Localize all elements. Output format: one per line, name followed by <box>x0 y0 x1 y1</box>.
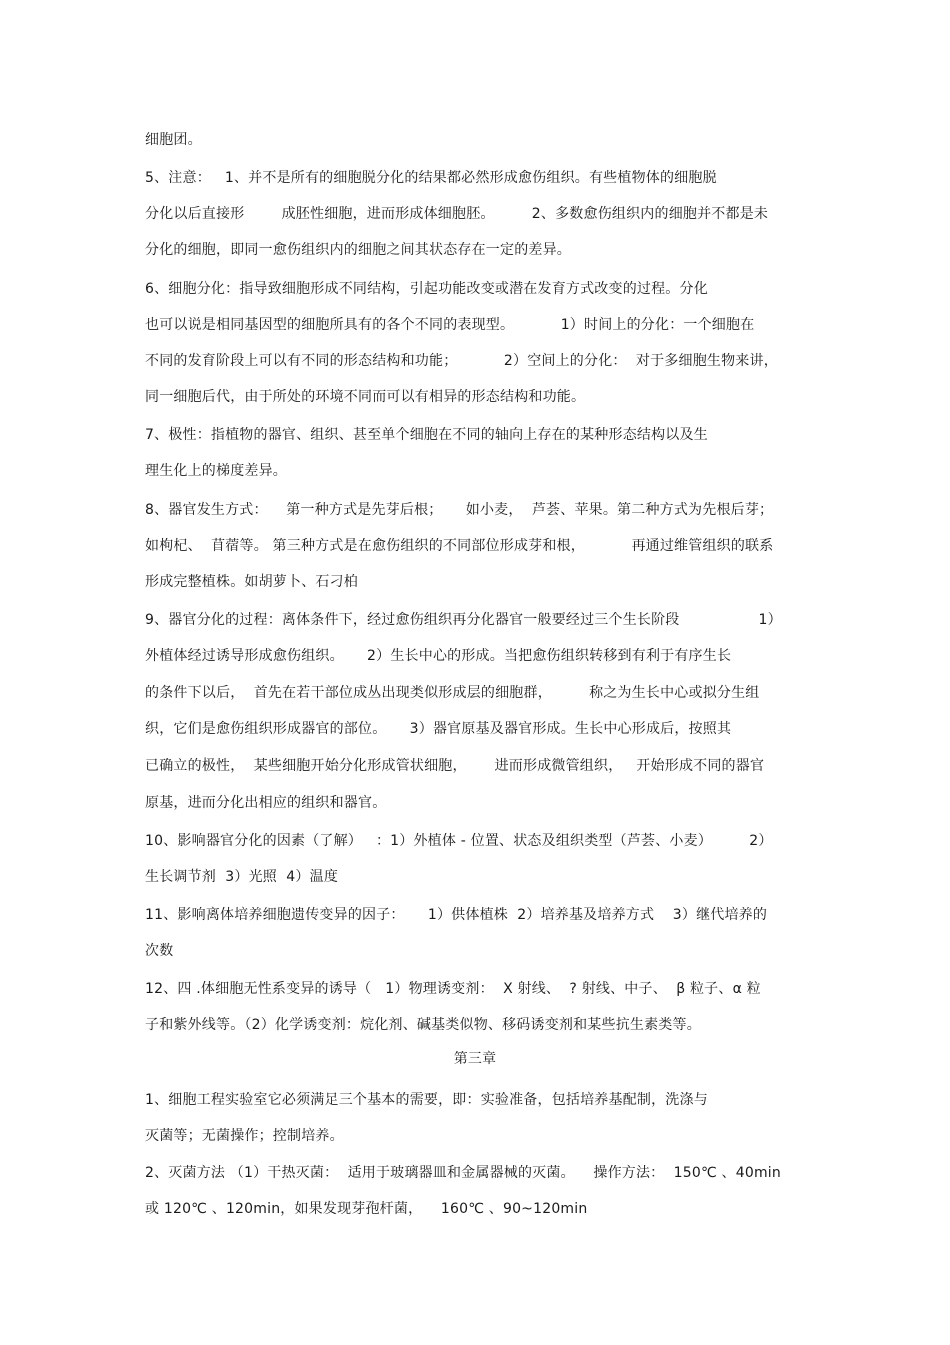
text-line: 理生化上的梯度差异。 <box>145 463 287 479</box>
text-line: 5、注意： 1、并不是所有的细胞脱分化的结果都必然形成愈伤组织。有些植物体的细胞脱 <box>145 170 717 186</box>
text-line: 9、器官分化的过程：离体条件下，经过愈伤组织再分化器官一般要经过三个生长阶段 1） <box>145 612 782 628</box>
text-line: 2、灭菌方法 （1）干热灭菌： 适用于玻璃器皿和金属器械的灭菌。 操作方法： 150℃ 、40min <box>145 1165 781 1181</box>
text-line: 生长调节剂 3）光照 4）温度 <box>145 869 339 885</box>
text-line: 10、影响器官分化的因素（了解） ：1）外植体 - 位置、状态及组织类型（芦荟、小麦） 2） <box>145 833 773 849</box>
text-line: 1、细胞工程实验室它必须满足三个基本的需要，即：实验准备，包括培养基配制，洗涤与 <box>145 1092 708 1108</box>
text-line: 同一细胞后代，由于所处的环境不同而可以有相异的形态结构和功能。 <box>145 389 586 405</box>
text-line: 分化以后直接形 成胚性细胞，进而形成体细胞胚。 2、多数愈伤组织内的细胞并不都是未 <box>145 206 769 222</box>
text-line: 外植体经过诱导形成愈伤组织。 2）生长中心的形成。当把愈伤组织转移到有利于有序生长 <box>145 648 732 664</box>
text-line: 织，它们是愈伤组织形成器官的部位。 3）器官原基及器官形成。生长中心形成后，按照其 <box>145 721 732 737</box>
text-line: 原基，进而分化出相应的组织和器官。 <box>145 795 387 811</box>
text-line: 形成完整植株。如胡萝卜、石刁柏 <box>145 574 358 590</box>
text-line: 灭菌等；无菌操作；控制培养。 <box>145 1128 344 1144</box>
text-line: 也可以说是相同基因型的细胞所具有的各个不同的表现型。 1）时间上的分化：一个细胞在 <box>145 317 755 333</box>
text-line: 12、四 .体细胞无性系变异的诱导（ 1）物理诱变剂： X 射线、 ? 射线、中子、 β 粒子、α 粒 <box>145 981 761 997</box>
text-line: 的条件下以后， 首先在若干部位成丛出现类似形成层的细胞群， 称之为生长中心或拟分生组 <box>145 685 760 701</box>
text-line: 分化的细胞，即同一愈伤组织内的细胞之间其状态存在一定的差异。 <box>145 242 571 258</box>
text-line: 细胞团。 <box>145 132 202 148</box>
text-line: 不同的发育阶段上可以有不同的形态结构和功能； 2）空间上的分化： 对于多细胞生物来讲， <box>145 353 778 369</box>
text-line: 已确立的极性， 某些细胞开始分化形成管状细胞， 进而形成微管组织， 开始形成不同的器官 <box>145 758 765 774</box>
text-line: 如枸杞、 苜蓿等。 第三种方式是在愈伤组织的不同部位形成芽和根， 再通过维管组织的联系 <box>145 538 774 554</box>
text-line: 子和紫外线等。（2）化学诱变剂：烷化剂、碱基类似物、移码诱变剂和某些抗生素类等。 <box>145 1017 701 1033</box>
chapter-heading: 第三章 <box>453 1051 497 1067</box>
text-line: 11、影响离体培养细胞遗传变异的因子： 1）供体植株 2）培养基及培养方式 3）继代培养的 <box>145 907 768 923</box>
text-line: 次数 <box>145 943 174 959</box>
text-line: 或 120℃ 、120min，如果发现芽孢杆菌， 160℃ 、90~120min <box>145 1201 588 1217</box>
text-line: 6、细胞分化：指导致细胞形成不同结构，引起功能改变或潜在发育方式改变的过程。分化 <box>145 281 708 297</box>
text-line: 7、极性：指植物的器官、组织、甚至单个细胞在不同的轴向上存在的某种形态结构以及生 <box>145 427 708 443</box>
text-line: 8、器官发生方式： 第一种方式是先芽后根； 如小麦， 芦荟、苹果。第二种方式为先根后芽； <box>145 502 774 518</box>
